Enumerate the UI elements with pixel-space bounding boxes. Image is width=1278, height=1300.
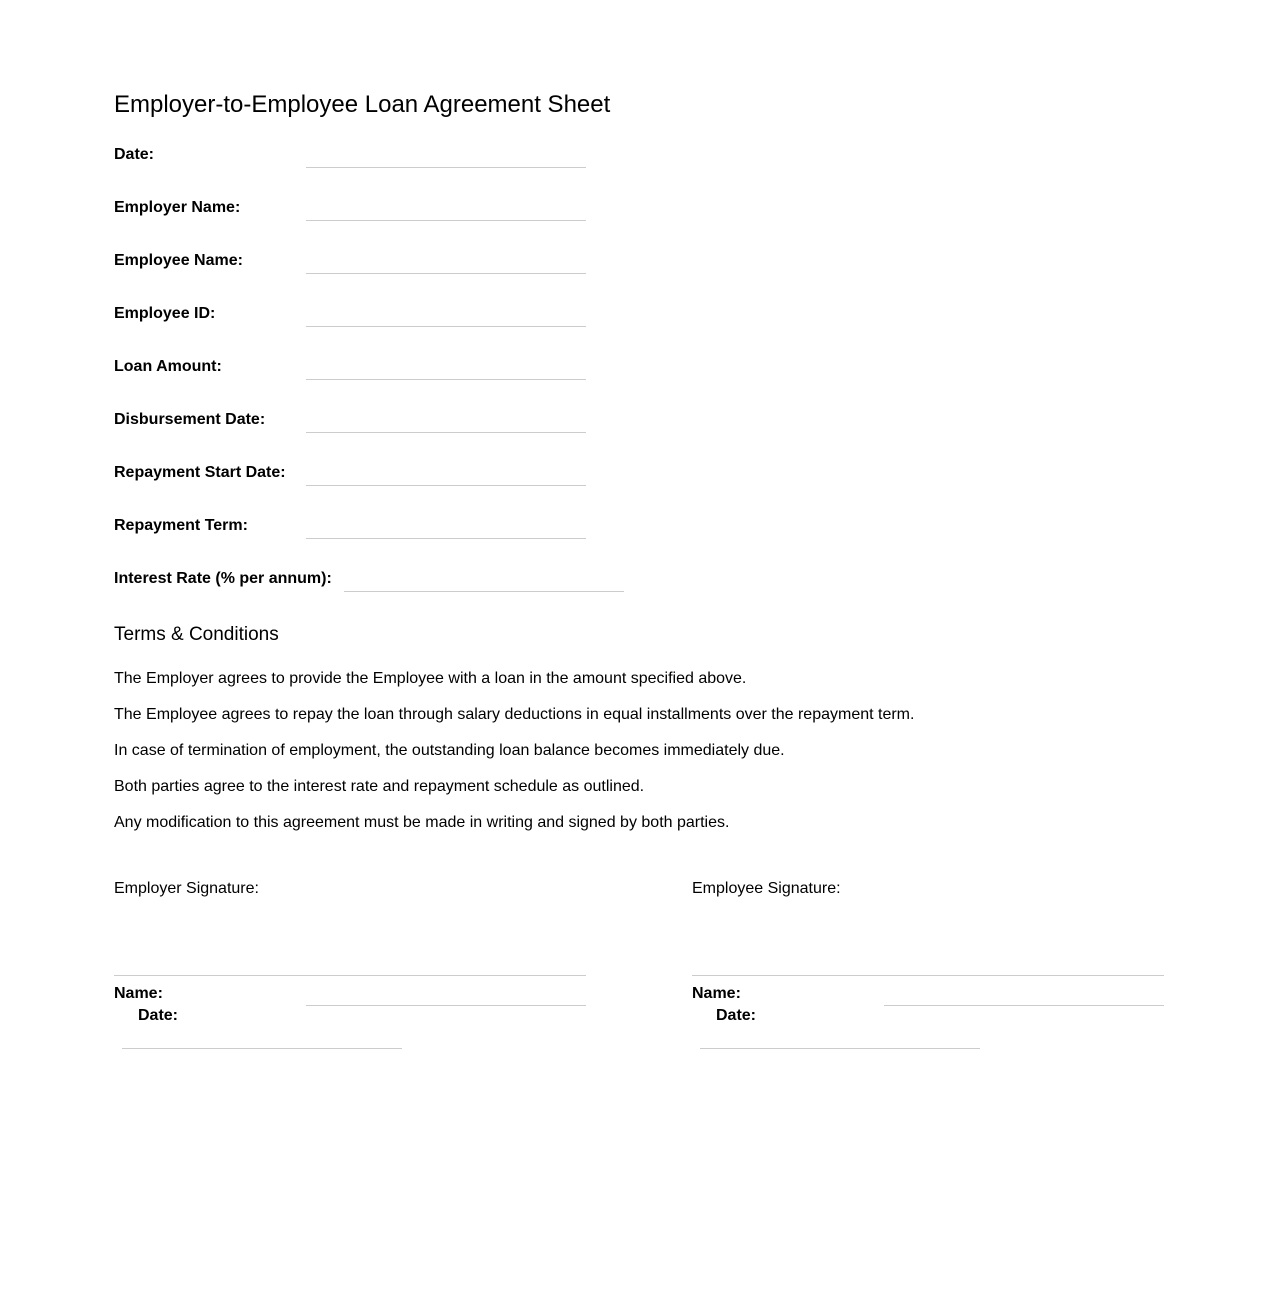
terms-item: The Employer agrees to provide the Employee with a loan in the amount specified above. (114, 670, 747, 687)
employee-name-label: Employee Name: (114, 252, 243, 269)
employer-sig-name-input[interactable] (306, 983, 586, 1006)
terms-item: In case of termination of employment, the outstanding loan balance becomes immediately due. (114, 742, 785, 759)
repayment-term-input[interactable] (306, 516, 586, 539)
terms-list (114, 669, 914, 849)
page-title: Employer-to-Employee Loan Agreement Sheet (114, 91, 611, 118)
employer-name-sig-label: Name: (114, 985, 163, 1002)
field-row-interest-rate (114, 569, 624, 622)
employee-name-sig-label: Name: (692, 985, 741, 1002)
field-row-employee-id (114, 304, 624, 357)
disbursement-date-label: Disbursement Date: (114, 411, 266, 428)
field-row-disbursement-date (114, 410, 624, 463)
interest-rate-input[interactable] (344, 569, 624, 592)
field-row-loan-amount (114, 357, 624, 410)
terms-heading: Terms & Conditions (114, 624, 279, 645)
employer-signature-line[interactable] (114, 975, 586, 976)
repayment-start-date-label: Repayment Start Date: (114, 464, 286, 481)
employee-signature-label: Employee Signature: (692, 880, 841, 897)
employer-name-input[interactable] (306, 198, 586, 221)
employee-signature-line[interactable] (692, 975, 1164, 976)
employer-signature-block (114, 879, 586, 1024)
interest-rate-label: Interest Rate (% per annum): (114, 570, 332, 587)
employee-id-input[interactable] (306, 304, 586, 327)
employee-date-sig-label: Date: (716, 1007, 757, 1024)
terms-item: Any modification to this agreement must be made in writing and signed by both parties. (114, 814, 730, 831)
loan-amount-input[interactable] (306, 357, 586, 380)
employee-sig-date-input[interactable] (700, 1026, 980, 1049)
repayment-start-date-input[interactable] (306, 463, 586, 486)
employer-signature-label: Employer Signature: (114, 880, 259, 897)
field-row-repayment-start-date (114, 463, 624, 516)
agreement-fields (114, 145, 624, 622)
employer-date-sig-label: Date: (138, 1007, 179, 1024)
employer-name-label: Employer Name: (114, 199, 241, 216)
employer-sig-date-input[interactable] (122, 1026, 402, 1049)
field-row-repayment-term (114, 516, 624, 569)
employee-name-input[interactable] (306, 251, 586, 274)
field-row-date (114, 145, 624, 198)
date-input[interactable] (306, 145, 586, 168)
disbursement-date-input[interactable] (306, 410, 586, 433)
terms-item: The Employee agrees to repay the loan through salary deductions in equal installments over the repayment term. (114, 706, 915, 723)
field-row-employee-name (114, 251, 624, 304)
employee-id-label: Employee ID: (114, 305, 216, 322)
date-label: Date: (114, 146, 155, 163)
loan-amount-label: Loan Amount: (114, 358, 222, 375)
repayment-term-label: Repayment Term: (114, 517, 248, 534)
employee-sig-name-input[interactable] (884, 983, 1164, 1006)
terms-item: Both parties agree to the interest rate and repayment schedule as outlined. (114, 778, 645, 795)
field-row-employer-name (114, 198, 624, 251)
employee-signature-block (692, 879, 1164, 1024)
